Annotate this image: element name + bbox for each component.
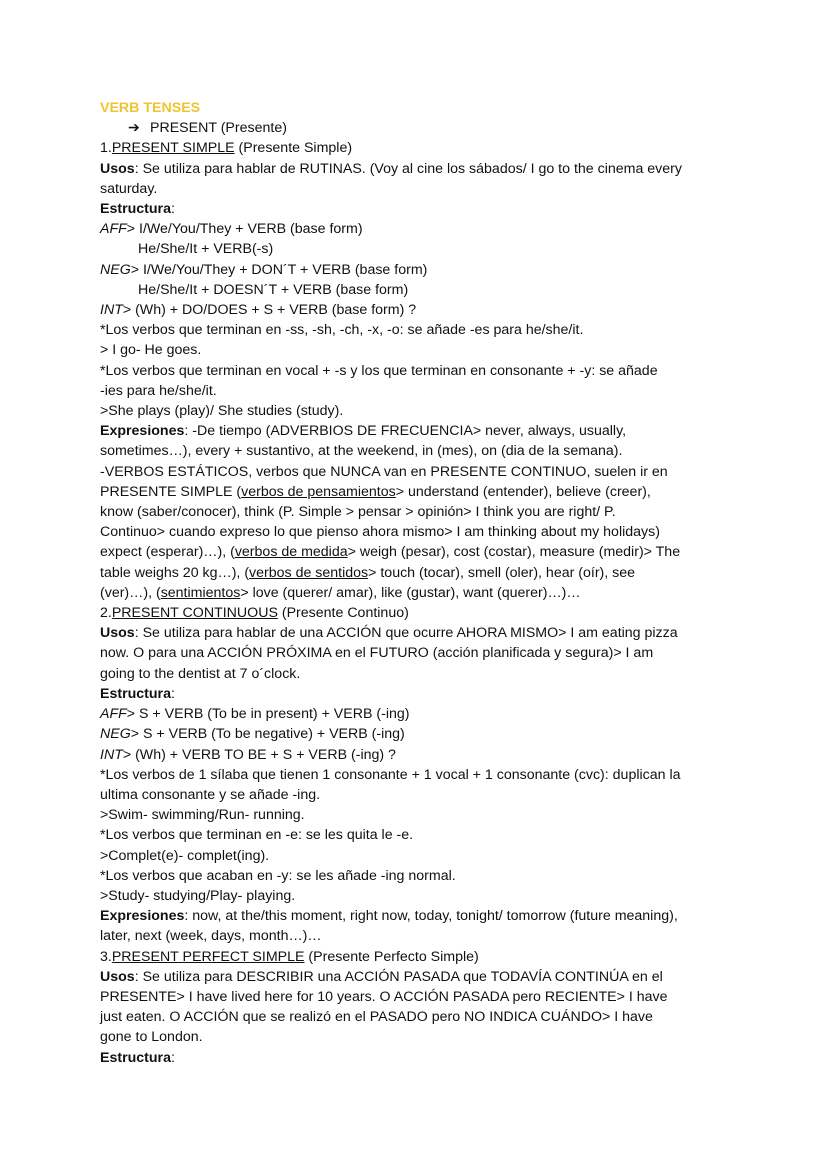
s1-expresiones-2: sometimes…), every + sustantivo, at the weekend, in (mes), on (dia de la semana). [100, 443, 623, 460]
s3-usos-2: PRESENTE> I have lived here for 10 years. O ACCIÓN PASADA pero RECIENTE> I have [100, 988, 668, 1005]
arrow-right-icon: ➔ [128, 120, 140, 137]
s3-usos-3: just eaten. O ACCIÓN que se realizó en el PASADO pero NO INDICA CUÁNDO> I have [100, 1009, 653, 1026]
s1-rule-2: *Los verbos que terminan en vocal + -s y los que terminan en consonante + -y: se añade [100, 362, 658, 379]
s1-neg [100, 260, 740, 280]
section-name: PRESENT CONTINUOUS [111, 605, 278, 622]
s1-rule-2-cont: -ies para he/she/it. [100, 382, 217, 399]
expresiones-label: Expresiones [100, 423, 185, 440]
s2-expresiones [100, 906, 740, 926]
present-heading-text: PRESENT (Presente) [150, 120, 287, 137]
s1-estaticos-2 [100, 482, 740, 502]
section-number: 1. [100, 140, 112, 157]
text: > love (querer/ amar), like (gustar), want (querer)…)… [240, 584, 581, 601]
section-3-heading [100, 947, 740, 967]
s2-rule-3: *Los verbos que acaban en -y: se les añade -ing normal. [100, 867, 456, 884]
estructura-label: Estructura [100, 1049, 171, 1066]
neg-label: NEG [100, 261, 131, 278]
usos-text: : Se utiliza para hablar de RUTINAS. (Voy al cine los sábados/ I go to the cinema every [134, 160, 682, 177]
usos-text: : Se utiliza para DESCRIBIR una ACCIÓN PASADA que TODAVÍA CONTINÚA en el [134, 968, 663, 985]
int-text: > (Wh) + VERB TO BE + S + VERB (-ing) ? [122, 746, 396, 763]
section-name: PRESENT SIMPLE [111, 140, 235, 157]
s1-usos-2: saturday. [100, 180, 158, 197]
estructura-label: Estructura [100, 201, 171, 218]
s2-estructura [100, 684, 740, 704]
underlined-term: verbos de medida [234, 544, 348, 561]
neg-text: > I/We/You/They + DON´T + VERB (base form) [130, 261, 428, 278]
expresiones-label: Expresiones [100, 908, 185, 925]
text: expect (esperar)…), ( [100, 544, 235, 561]
s2-usos-2: now. O para una ACCIÓN PRÓXIMA en el FUTURO (acción planificada y segura)> I am [100, 645, 654, 662]
s2-aff [100, 704, 740, 724]
expresiones-text: : now, at the/this moment, right now, today, tonight/ tomorrow (future meaning), [184, 908, 678, 925]
s1-estaticos-5 [100, 542, 740, 562]
s1-estaticos-1: -VERBOS ESTÁTICOS, verbos que NUNCA van en PRESENTE CONTINUO, suelen ir en [100, 463, 668, 480]
s3-estructura [100, 1048, 740, 1068]
section-2-heading [100, 603, 740, 623]
usos-text: : Se utiliza para hablar de una ACCIÓN que ocurre AHORA MISMO> I am eating pizza [134, 625, 678, 642]
s2-rule-1-example: >Swim- swimming/Run- running. [100, 807, 305, 824]
neg-label: NEG [100, 726, 131, 743]
present-heading [100, 118, 740, 138]
s1-rule-2-example: >She plays (play)/ She studies (study). [100, 403, 344, 420]
colon: : [170, 685, 175, 702]
s1-estructura [100, 199, 740, 219]
s1-rule-1: *Los verbos que terminan en -ss, -sh, -ch, -x, -o: se añade -es para he/she/it. [100, 322, 584, 339]
int-label: INT [100, 746, 123, 763]
section-number: 3. [100, 948, 112, 965]
text: > touch (tocar), smell (oler), hear (oír), see [368, 564, 636, 581]
s2-rule-1: *Los verbos de 1 sílaba que tienen 1 consonante + 1 vocal + 1 consonante (cvc): duplican la [100, 766, 681, 783]
s1-estaticos-4: Continuo> cuando expreso lo que pienso ahora mismo> I am thinking about my holidays) [100, 524, 660, 541]
usos-label: Usos [100, 968, 135, 985]
document-page [100, 98, 740, 1068]
underlined-term: verbos de sentidos [249, 564, 369, 581]
section-number: 2. [100, 605, 112, 622]
s2-usos [100, 623, 740, 643]
expresiones-text: : -De tiempo (ADVERBIOS DE FRECUENCIA> never, always, usually, [184, 423, 627, 440]
aff-label: AFF [100, 221, 127, 238]
s2-rule-3-example: >Study- studying/Play- playing. [100, 887, 296, 904]
aff-text: > S + VERB (To be in present) + VERB (-ing) [126, 706, 410, 723]
s2-int [100, 745, 740, 765]
s2-rule-2-example: >Complet(e)- complet(ing). [100, 847, 270, 864]
text: (ver)…), ( [100, 584, 161, 601]
s1-estaticos-6 [100, 563, 740, 583]
s2-expresiones-2: later, next (week, days, month…)… [100, 928, 322, 945]
s1-expresiones [100, 421, 740, 441]
s3-usos-4: gone to London. [100, 1029, 203, 1046]
colon: : [170, 1049, 175, 1066]
section-name: PRESENT PERFECT SIMPLE [111, 948, 305, 965]
text: PRESENTE SIMPLE ( [100, 483, 242, 500]
aff-label: AFF [100, 706, 127, 723]
neg-text: > S + VERB (To be negative) + VERB (-ing) [130, 726, 405, 743]
s2-usos-3: going to the dentist at 7 o´clock. [100, 665, 301, 682]
s1-neg-2: He/She/It + DOESN´T + VERB (base form) [138, 281, 409, 298]
s2-rule-2: *Los verbos que terminan en -e: se les quita le -e. [100, 827, 414, 844]
text: table weighs 20 kg…), ( [100, 564, 250, 581]
usos-label: Usos [100, 625, 135, 642]
underlined-term: sentimientos [160, 584, 241, 601]
section-translation: (Presente Perfecto Simple) [304, 948, 479, 965]
s2-rule-1-cont: ultima consonante y se añade -ing. [100, 786, 321, 803]
s1-estaticos-7 [100, 583, 740, 603]
s1-aff-2: He/She/It + VERB(-s) [138, 241, 274, 258]
estructura-label: Estructura [100, 685, 171, 702]
s1-rule-1-example: > I go- He goes. [100, 342, 202, 359]
doc-title: VERB TENSES [100, 100, 201, 116]
text: > weigh (pesar), cost (costar), measure (medir)> The [347, 544, 681, 561]
section-1-heading [100, 138, 740, 158]
section-translation: (Presente Simple) [234, 140, 353, 157]
int-text: > (Wh) + DO/DOES + S + VERB (base form) ? [122, 302, 417, 319]
aff-text: > I/We/You/They + VERB (base form) [126, 221, 363, 238]
s1-int [100, 300, 740, 320]
s1-aff [100, 219, 740, 239]
s1-estaticos-3: know (saber/conocer), think (P. Simple > pensar > opinión> I think you are right/ P. [100, 504, 616, 521]
s1-usos [100, 159, 740, 179]
int-label: INT [100, 302, 123, 319]
colon: : [170, 201, 175, 218]
s3-usos [100, 967, 740, 987]
section-translation: (Presente Continuo) [277, 605, 409, 622]
s2-neg [100, 724, 740, 744]
text: > understand (entender), believe (creer), [395, 483, 651, 500]
underlined-term: verbos de pensamientos [241, 483, 396, 500]
usos-label: Usos [100, 160, 135, 177]
